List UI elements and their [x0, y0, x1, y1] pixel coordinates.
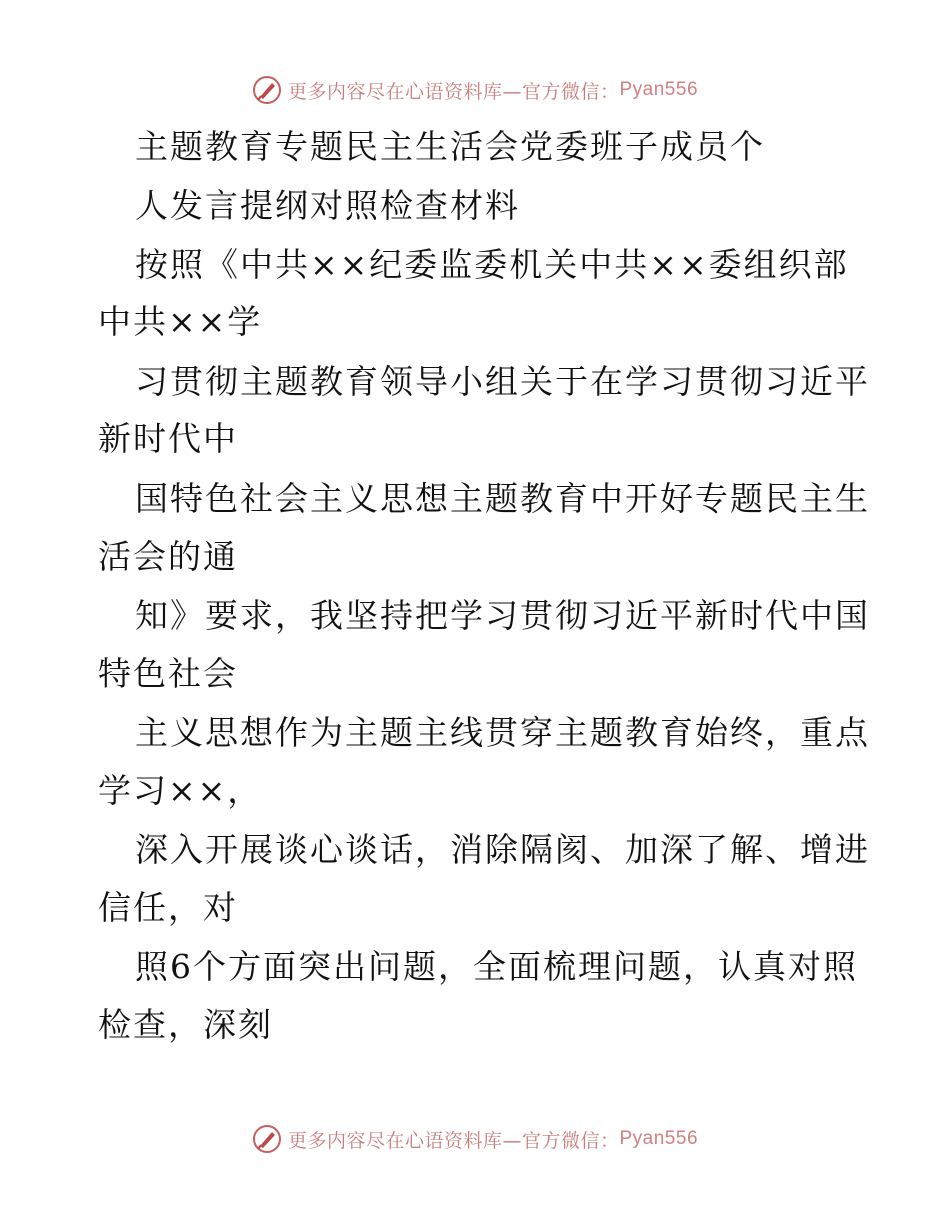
text-line: 主题教育专题民主生活会党委班子成员个	[135, 127, 765, 166]
text-line: 活会的通	[98, 537, 238, 576]
text-line: 中共××学	[98, 302, 263, 341]
footer-watermark	[0, 1119, 950, 1159]
text-line: 检查，深刻	[98, 1005, 273, 1044]
watermark-wechat-id: Pyan556	[619, 1128, 699, 1149]
text-line: 国特色社会主义思想主题教育中开好专题民主生	[135, 479, 870, 518]
text-line: 照6个方面突出问题，全面梳理问题，认真对照	[135, 947, 858, 986]
text-line: 知》要求，我坚持把学习贯彻习近平新时代中国	[135, 596, 870, 635]
watermark-text: 更多内容尽在心语资料库—官方微信：	[287, 80, 620, 103]
text-line: 主义思想作为主题主线贯穿主题教育始终，重点	[135, 713, 870, 752]
text-line: 深入开展谈心谈话，消除隔阂、加深了解、增进	[135, 830, 870, 869]
watermark-text: 更多内容尽在心语资料库—官方微信：	[287, 1129, 620, 1152]
text-line: 按照《中共××纪委监委机关中共××委组织部	[135, 245, 849, 284]
quill-pen-icon	[252, 1124, 282, 1154]
watermark-wechat-id: Pyan556	[619, 79, 699, 100]
text-line: 学习××，	[98, 771, 263, 810]
text-line: 习贯彻主题教育领导小组关于在学习贯彻习近平	[135, 362, 870, 401]
text-line: 人发言提纲对照检查材料	[135, 186, 520, 225]
text-line: 新时代中	[98, 419, 238, 458]
text-line: 信任，对	[98, 888, 238, 927]
text-line: 特色社会	[98, 654, 238, 693]
